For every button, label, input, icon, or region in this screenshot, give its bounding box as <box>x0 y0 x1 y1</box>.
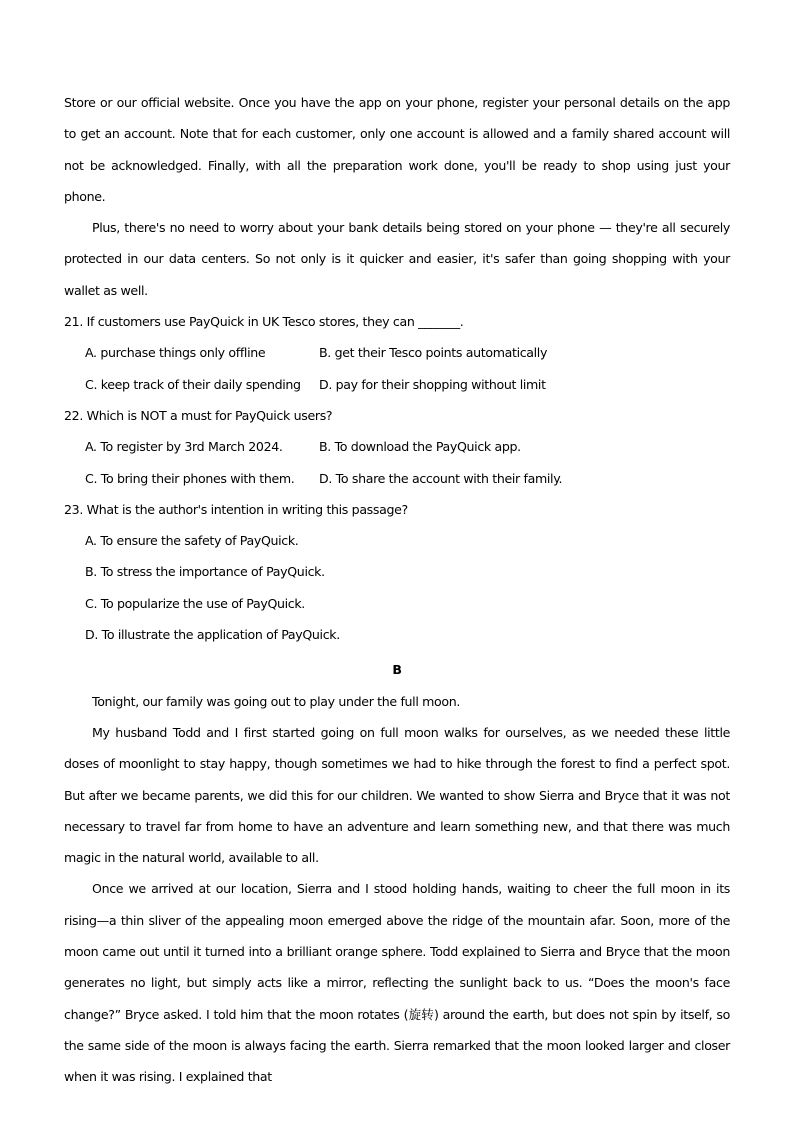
option-a: A. To register by 3rd March 2024. <box>85 439 283 455</box>
option-c: C. keep track of their daily spending <box>85 376 301 392</box>
passage-paragraph: Tonight, our family was going out to play under the full moon. <box>92 693 461 709</box>
passage-paragraph: Plus, there's no need to worry about your bank details being stored on your phone — they're all securely protected in our data centers. So not only is it quicker and easier, it's safer than going shopping with your wallet as well. <box>64 220 730 298</box>
question-stem: 23. What is the author's intention in writing this passage? <box>64 501 408 517</box>
option-d: D. To illustrate the application of PayQuick. <box>85 627 340 643</box>
option-row <box>64 431 730 462</box>
option-d: D. pay for their shopping without limit <box>319 376 546 392</box>
option-a: A. purchase things only offline <box>85 345 266 361</box>
passage-paragraph: Store or our official website. Once you have the app on your phone, register your personal details on the app to get an account. Note that for each customer, only one account is allowed and a family shared account will not be acknowledged. Finally, with all the preparation work done, you'll be ready to shop using just your phone. <box>64 95 730 204</box>
option-c: C. To popularize the use of PayQuick. <box>85 595 305 611</box>
question-22 <box>64 400 730 494</box>
question-stem: 22. Which is NOT a must for PayQuick users? <box>64 407 333 423</box>
document-page <box>64 87 730 1093</box>
option-row <box>64 369 730 400</box>
section-heading: B <box>392 662 402 678</box>
option-c: C. To bring their phones with them. <box>85 470 295 486</box>
question-stem: 21. If customers use PayQuick in UK Tesco stores, they can _______. <box>64 314 464 330</box>
option-b: B. get their Tesco points automatically <box>319 345 548 361</box>
option-a: A. To ensure the safety of PayQuick. <box>85 533 299 549</box>
option-b: B. To stress the importance of PayQuick. <box>85 564 325 580</box>
question-21 <box>64 306 730 400</box>
option-d: D. To share the account with their family. <box>319 470 563 486</box>
passage-paragraph: My husband Todd and I first started going on full moon walks for ourselves, as we needed these little doses of moonlight to stay happy, though sometimes we had to hike through the forest to find a perfect spot. But after we became parents, we did this for our children. We wanted to show Sierra and Bryce that it was not necessary to travel far from home to have an adventure and learn something new, and that there was much magic in the natural world, available to all. <box>64 724 730 866</box>
option-b: B. To download the PayQuick app. <box>319 439 521 455</box>
passage-paragraph: Once we arrived at our location, Sierra and I stood holding hands, waiting to cheer the full moon in its rising—a thin sliver of the appealing moon emerged above the ridge of the mountain afar. Soon, more of the moon came out until it turned into a brilliant orange sphere. Todd explained to Sierra and Bryce that the moon generates no light, but simply acts like a mirror, reflecting the sunlight back to us. “Does the moon's face change?” Bryce asked. I told him that the moon rotates (旋转) around the earth, but does not spin by itself, so the same side of the moon is always facing the earth. Sierra remarked that the moon looked larger and closer when it was rising. I explained that <box>64 881 730 1085</box>
question-23 <box>64 494 730 650</box>
option-row <box>64 337 730 368</box>
option-row <box>64 463 730 494</box>
